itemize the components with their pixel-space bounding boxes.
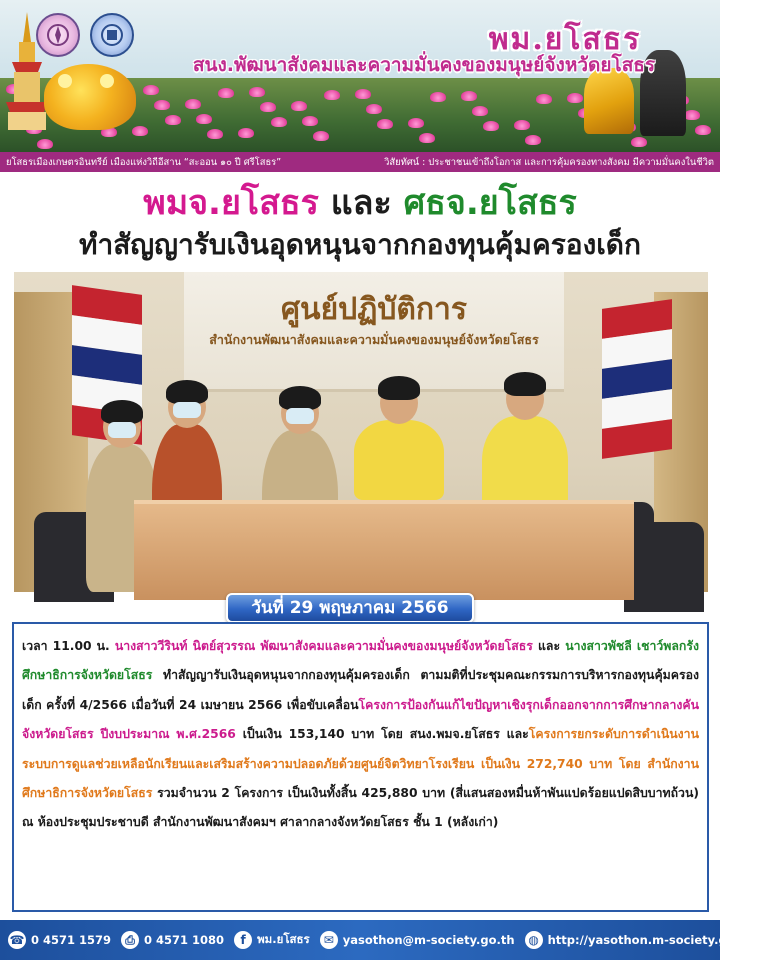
facebook-link[interactable] (234, 931, 310, 949)
golden-toad-statue (44, 64, 136, 130)
lotus-flower (132, 126, 148, 136)
wall-sign-title: ศูนย์ปฏิบัติการ (281, 292, 467, 327)
brand-title: พม.ยโสธร (488, 22, 642, 57)
lotus-flower (249, 87, 265, 97)
date-ribbon (226, 593, 474, 623)
lotus-flower (185, 99, 201, 109)
lotus-flower (313, 131, 329, 141)
lotus-flower (419, 133, 435, 143)
lotus-flower (695, 125, 711, 135)
lotus-flower (196, 114, 212, 124)
fax-icon: ⎙ (121, 931, 139, 949)
slogan-strip (0, 152, 720, 172)
email-address: yasothon@m-society.go.th (342, 933, 515, 947)
lotus-flower (324, 90, 340, 100)
body-and: และ (532, 639, 566, 653)
lotus-flower (567, 93, 583, 103)
website-link[interactable] (525, 931, 757, 949)
province-seal-logo (90, 13, 134, 57)
fax-number: 0 4571 1080 (144, 933, 225, 947)
thai-flag-right (602, 299, 672, 459)
lotus-flower (472, 106, 488, 116)
lotus-flower (37, 139, 53, 149)
body-contract: ทำสัญญารับเงินอุดหนุนจากกองทุนคุ้มครองเด็ก ตามมติที่ประชุมคณะกรรมการบริหารกองทุนคุ้มครองเด็ก ครั้งที่ 4/2566 เมื่อวันที่ 24 เมษายน 2566 เพื่อขับเคลื่อน (22, 668, 699, 712)
lotus-flower (536, 94, 552, 104)
person-yellow-shirt-1 (354, 420, 444, 500)
agency-name: สนง.พัฒนาสังคมและความมั่นคงของมนุษย์จังหวัดยโสธร (192, 54, 656, 76)
lotus-flower (271, 117, 287, 127)
meeting-table (134, 500, 634, 600)
lotus-flower (302, 116, 318, 126)
headline (0, 178, 720, 228)
lotus-flower (207, 129, 223, 139)
ministry-seal-logo (36, 13, 80, 57)
headline-org1: พมจ.ยโสธร (143, 183, 319, 223)
news-paragraph (22, 632, 704, 838)
headline-conjunction: และ (318, 183, 404, 223)
globe-icon: ◍ (525, 931, 543, 949)
phone-contact[interactable] (8, 931, 111, 949)
headline-subtitle: ทำสัญญารับเงินอุดหนุนจากกองทุนคุ้มครองเด็ก (79, 228, 641, 261)
facebook-icon: f (234, 931, 252, 949)
lotus-flower (525, 135, 541, 145)
lotus-flower (377, 119, 393, 129)
event-photo (14, 272, 708, 592)
lotus-flower (684, 110, 700, 120)
facebook-name: พม.ยโสธร (257, 932, 310, 946)
phone-number: 0 4571 1579 (31, 933, 112, 947)
lotus-flower (165, 115, 181, 125)
lotus-flower (143, 85, 159, 95)
headline-org2: ศธจ.ยโสธร (403, 183, 577, 223)
website-url: http://yasothon.m-society.go.th/ (547, 933, 757, 947)
lotus-flower (408, 118, 424, 128)
body-amount-1: เป็นเงิน 153,140 บาท โดย สนง.พมจ.ยโสธร และ (235, 727, 529, 742)
vision-statement: วิสัยทัศน์ : ประชาชนเข้าถึงโอกาส และการคุ้มครองทางสังคม มีความมั่นคงในชีวิต (384, 156, 714, 168)
lotus-flower (631, 137, 647, 147)
lotus-flower (154, 100, 170, 110)
lotus-flower (238, 128, 254, 138)
date-label: วันที่ 29 พฤษภาคม 2566 (251, 598, 449, 618)
phone-icon: ☎ (9, 933, 25, 947)
slogan-left: ยโสธรเมืองเกษตรอินทรีย์ เมืองแห่งวิถีอีสาน “สะออน ๑๐ ปี ศรีโสธร” (6, 156, 282, 168)
lotus-flower (366, 104, 382, 114)
email-link[interactable] (320, 931, 515, 949)
lotus-flower (260, 102, 276, 112)
contact-footer (0, 920, 757, 960)
news-body (12, 622, 709, 912)
lotus-flower (430, 92, 446, 102)
lotus-flower (483, 121, 499, 131)
lotus-flower (218, 88, 234, 98)
header-banner (0, 0, 720, 152)
body-official-1: นางสาววีรินท์ นิตย์สุวรรณ พัฒนาสังคมและความมั่นคงของมนุษย์จังหวัดยโสธร (114, 639, 533, 653)
lotus-flower (461, 91, 477, 101)
body-project-2: โครงการยกระดับการดำเนินงานระบบการดูแลช่วยเหลือนักเรียนและเสริมสร้างความปลอดภัยด้วยศูนย์จิตวิทยาโรงเรียน เป็นเงิน 272,740 บาท โดย สำนักงานศึกษาธิการจังหวัดยโสธร (22, 727, 699, 801)
email-icon: ✉ (320, 931, 338, 949)
body-time: เวลา 11.00 น. (22, 639, 115, 653)
lotus-flower (291, 101, 307, 111)
body-project-1: โครงการป้องกันแก้ไขปัญหาเชิงรุกเด็กออกจากการศึกษากลางคันจังหวัดยโสธร ปีงบประมาณ พ.ศ.2566 (22, 697, 699, 742)
body-official-2: นางสาวพัชลี เชาว์พลกรัง ศึกษาธิการจังหวัดยโสธร (22, 639, 699, 683)
body-total: รวมจำนวน 2 โครงการ เป็นเงินทั้งสิ้น 425,880 บาท (สี่แสนสองหมื่นห้าพันแปดร้อยแปดสิบบาทถ้วน) ณ ห้องประชุมประชาบดี สำนักงานพัฒนาสังคมฯ ศาลากลางจังหวัดยโสธร ชั้น 1 (หลังเก่า) (22, 786, 704, 830)
lotus-flower (514, 120, 530, 130)
lotus-flower (355, 89, 371, 99)
fax-contact[interactable] (121, 931, 224, 949)
wall-sign-subtitle: สำนักงานพัฒนาสังคมและความมั่นคงของมนุษย์จังหวัดยโสธร (209, 332, 539, 347)
